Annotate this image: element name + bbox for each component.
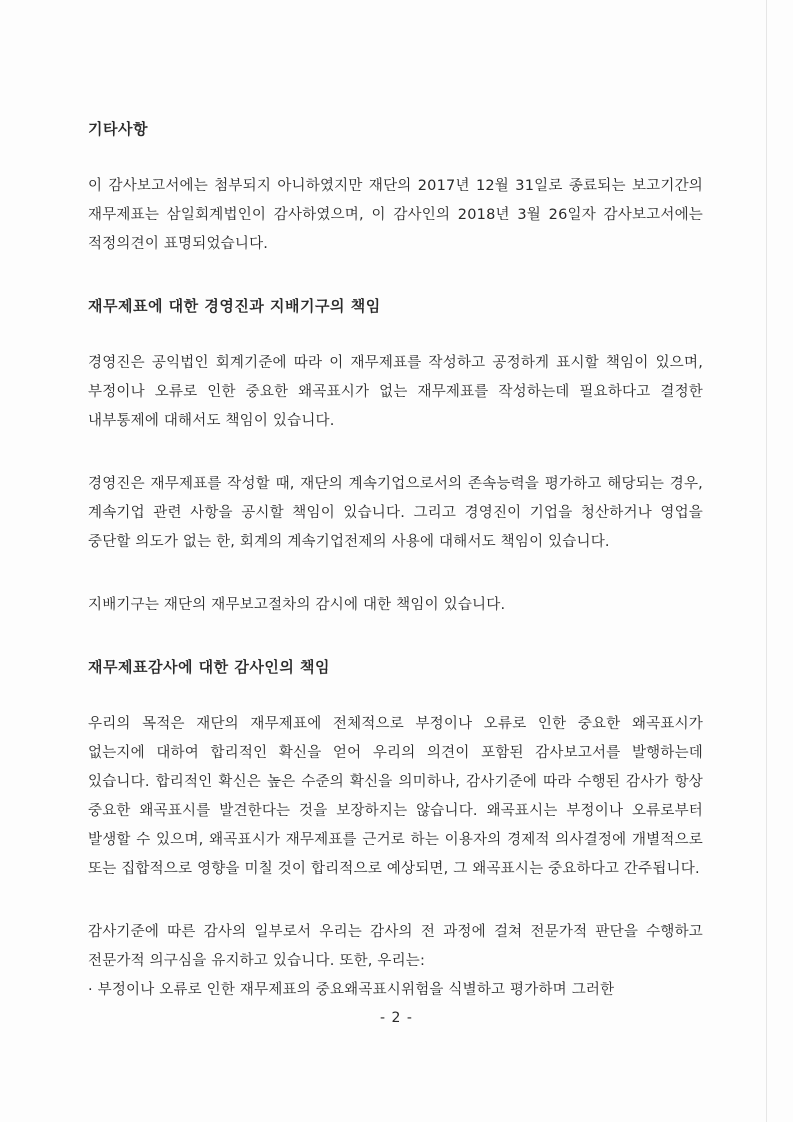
- bullet-item: · 부정이나 오류로 인한 재무제표의 중요왜곡표시위험을 식별하고 평가하며 그러한: [88, 982, 615, 998]
- paragraph-auditor-objective: 우리의 목적은 재단의 재무제표에 전체적으로 부정이나 오류로 인한 중요한 왜곡표시가 없는지에 대하여 합리적인 확신을 얻어 우리의 의견이 포함된 감사보고서를 발행하는데 있습니다. 합리적인 확신은 높은 수준의 확신을 의미하나, 감사기준에 따라 수행된 감사가 항상 중요한 왜곡표시를 발견한다는 것을 보장하지는 않습니다. 왜곡표시는 부정이나 오류로부터 발생할 수 있으며, 왜곡표시가 재무제표를 근거로 하는 이용자의 경제적 의사결정에 개별적으로 또는 집합적으로 영향을 미칠 것이 합리적으로 예상되면, 그 왜곡표시는 중요하다고 간주됩니다.: [88, 716, 703, 877]
- paragraph-management-1: 경영진은 공익법인 회계기준에 따라 이 재무제표를 작성하고 공정하게 표시할 책임이 있으며, 부정이나 오류로 인한 중요한 왜곡표시가 없는 재무제표를 작성하는데 필요하다고 결정한 내부통제에 대해서도 책임이 있습니다.: [88, 355, 703, 429]
- page-number: - 2 -: [380, 1010, 413, 1026]
- paragraph-governance: 지배기구는 재단의 재무보고절차의 감시에 대한 책임이 있습니다.: [88, 597, 506, 613]
- paragraph-management-2: 경영진은 재무제표를 작성할 때, 재단의 계속기업으로서의 존속능력을 평가하고 해당되는 경우, 계속기업 관련 사항을 공시할 책임이 있습니다. 그리고 경영진이 기업을 청산하거나 영업을 중단할 의도가 없는 한, 회계의 계속기업전제의 사용에 대해서도 책임이 있습니다.: [88, 476, 703, 550]
- section-heading-management-responsibility: 재무제표에 대한 경영진과 지배기구의 책임: [88, 297, 381, 315]
- page-edge-line: [766, 0, 767, 1122]
- section-heading-auditor-responsibility: 재무제표감사에 대한 감사인의 책임: [88, 658, 331, 676]
- document-body: [88, 118, 703, 1005]
- section-heading-other-matters: 기타사항: [88, 120, 148, 138]
- paragraph-auditor-procedures: 감사기준에 따른 감사의 일부로서 우리는 감사의 전 과정에 걸쳐 전문가적 판단을 수행하고 전문가적 의구심을 유지하고 있습니다. 또한, 우리는:: [88, 924, 703, 969]
- paragraph-other-matters: 이 감사보고서에는 첨부되지 아니하였지만 재단의 2017년 12월 31일로 종료되는 보고기간의 재무제표는 삼일회계법인이 감사하였으며, 이 감사인의 2018년 3월 26일자 감사보고서에는 적정의견이 표명되었습니다.: [88, 178, 703, 252]
